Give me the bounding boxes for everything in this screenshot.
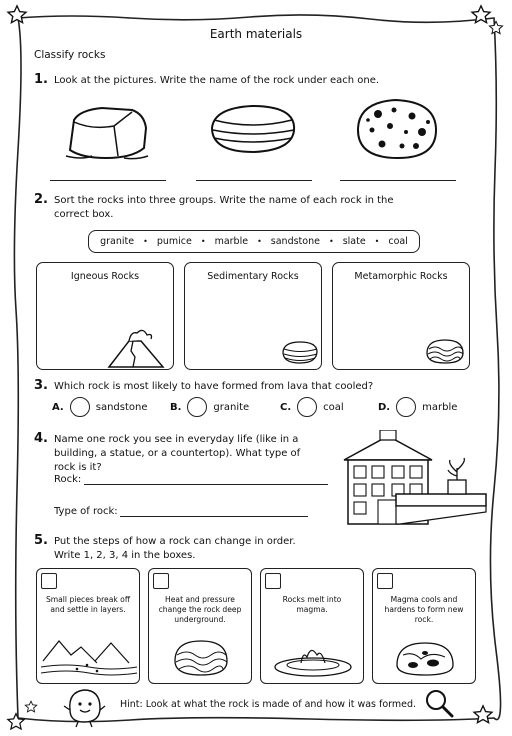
question-3-text: Which rock is most likely to have formed from lava that cooled?	[54, 381, 374, 392]
type-answer-line[interactable]	[120, 516, 308, 517]
word-bank-item: pumice	[156, 236, 192, 247]
answer-line-rock-2[interactable]	[196, 180, 312, 181]
option-letter: B.	[170, 401, 182, 413]
rock-pumice-picture	[352, 96, 442, 162]
option-d[interactable]	[378, 397, 457, 417]
option-bubble[interactable]	[297, 397, 317, 417]
question-2-text: Sort the rocks into three groups. Write the name of each rock in the correct box.	[54, 195, 394, 220]
order-checkbox[interactable]	[265, 573, 281, 589]
type-field-label: Type of rock:	[54, 506, 118, 517]
word-bank	[88, 230, 420, 253]
option-bubble[interactable]	[396, 397, 416, 417]
word-bank-item: coal	[388, 236, 408, 247]
word-bank-item: marble	[214, 236, 249, 247]
question-4-number: 4.	[34, 431, 48, 446]
question-1-number: 1.	[34, 72, 48, 87]
option-c[interactable]	[280, 397, 344, 417]
step-text: Rocks melt into magma.	[282, 595, 342, 614]
question-3-number: 3.	[34, 378, 48, 393]
option-letter: C.	[280, 401, 292, 413]
magma-pool-icon	[261, 633, 365, 679]
sort-box-sedimentary[interactable]	[184, 262, 322, 370]
option-letter: D.	[378, 401, 391, 413]
metamorphic-rock-icon	[425, 337, 465, 365]
sort-box-heading: Sedimentary Rocks	[207, 271, 299, 282]
bullet-separator: •	[143, 237, 148, 246]
option-label: marble	[422, 401, 458, 413]
page-subtitle: Classify rocks	[34, 49, 106, 61]
step-text: Heat and pressure change the rock deep underground.	[158, 595, 242, 624]
option-a[interactable]	[52, 397, 148, 417]
hint-text: Hint: Look at what the rock is made of and how it was formed.	[120, 699, 417, 710]
magnifier-icon	[424, 688, 454, 718]
rock-answer-line[interactable]	[84, 484, 328, 485]
answer-line-rock-3[interactable]	[340, 180, 456, 181]
star-icon	[6, 712, 26, 732]
bullet-separator: •	[374, 237, 380, 246]
rock-character-icon	[62, 686, 106, 728]
rock-sandstone-picture	[206, 100, 300, 158]
step-card-1	[36, 568, 140, 684]
step-card-2	[148, 568, 252, 684]
answer-line-rock-1[interactable]	[50, 180, 166, 181]
sediment-layers-icon	[37, 633, 141, 679]
option-b[interactable]	[170, 397, 249, 417]
option-bubble[interactable]	[187, 397, 207, 417]
question-4-text: Name one rock you see in everyday life (like in a building, a statue, or a countertop). What type of rock is it?	[54, 434, 301, 473]
option-label: granite	[213, 401, 250, 413]
sedimentary-rock-icon	[281, 339, 319, 365]
question-1-text: Look at the pictures. Write the name of the rock under each one.	[54, 75, 380, 86]
option-letter: A.	[52, 401, 64, 413]
order-checkbox[interactable]	[41, 573, 57, 589]
sort-box-metamorphic[interactable]	[332, 262, 470, 370]
rock-field-label: Rock:	[54, 474, 82, 485]
bullet-separator: •	[257, 237, 262, 246]
option-label: sandstone	[95, 401, 148, 413]
metamorphic-rock-icon	[149, 633, 253, 679]
sort-box-heading: Metamorphic Rocks	[354, 271, 448, 282]
star-icon	[6, 4, 28, 26]
question-5-text: Put the steps of how a rock can change in order. Write 1, 2, 3, 4 in the boxes.	[54, 536, 296, 561]
page-title: Earth materials	[209, 27, 303, 41]
order-checkbox[interactable]	[377, 573, 393, 589]
question-2-number: 2.	[34, 192, 48, 207]
rock-granite-picture	[62, 100, 152, 162]
step-text: Magma cools and hardens to form new rock.	[384, 595, 464, 624]
word-bank-item: slate	[342, 236, 366, 247]
star-icon	[24, 700, 38, 714]
house-icon	[340, 430, 490, 530]
step-card-3	[260, 568, 364, 684]
order-checkbox[interactable]	[153, 573, 169, 589]
step-card-4	[372, 568, 476, 684]
option-bubble[interactable]	[70, 397, 90, 417]
step-text: Small pieces break off and settle in layers.	[45, 595, 131, 614]
word-bank-item: granite	[100, 236, 135, 247]
volcano-icon	[103, 327, 169, 369]
question-5-number: 5.	[34, 533, 48, 548]
igneous-rock-icon	[373, 633, 477, 679]
option-label: coal	[323, 401, 344, 413]
sort-box-igneous[interactable]	[36, 262, 174, 370]
bullet-separator: •	[200, 237, 206, 246]
word-bank-item: sandstone	[270, 236, 320, 247]
bullet-separator: •	[328, 237, 334, 246]
sort-box-heading: Igneous Rocks	[70, 271, 140, 282]
star-icon	[472, 704, 494, 726]
